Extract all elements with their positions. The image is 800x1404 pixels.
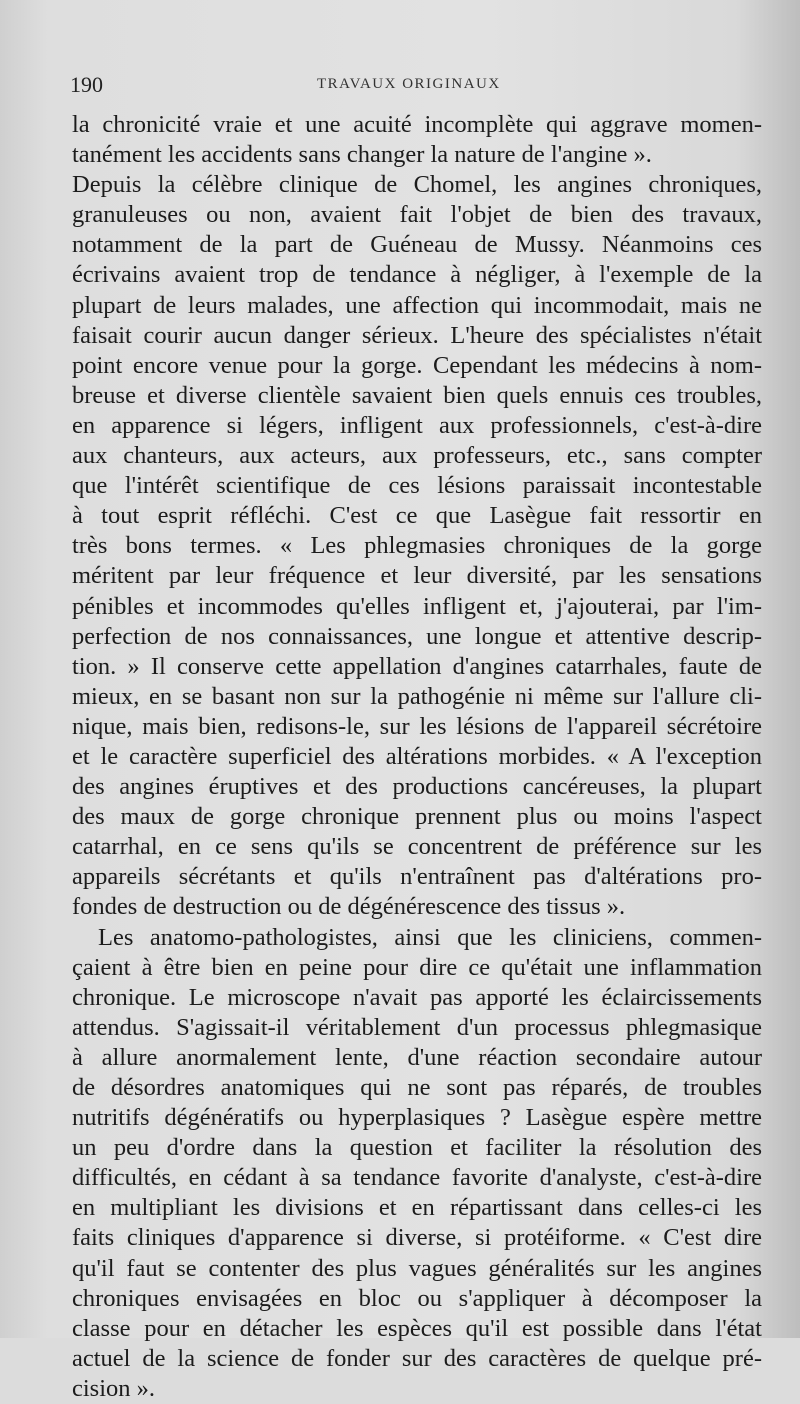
text-line: Les anatomo-pathologistes, ainsi que les cliniciens, commen- xyxy=(98,923,762,951)
text-line: perfection de nos connaissances, une longue et attentive descrip- xyxy=(72,622,762,650)
text-line: notamment de la part de Guéneau de Mussy. Néanmoins ces xyxy=(72,231,762,259)
text-line: actuel de la science de fonder sur des caractères de quelque pré- xyxy=(72,1344,762,1372)
page-number: 190 xyxy=(70,72,103,97)
text-line: des maux de gorge chronique prennent plus ou moins l'aspect xyxy=(72,803,762,831)
text-line: mieux, en se basant non sur la pathogénie ni même sur l'allure cli- xyxy=(72,682,762,710)
text-line: Depuis la célèbre clinique de Chomel, les angines chroniques, xyxy=(72,171,762,199)
text-line: attendus. S'agissait-il véritablement d'un processus phlegmasique xyxy=(72,1013,762,1041)
text-line: très bons termes. « Les phlegmasies chroniques de la gorge xyxy=(72,532,762,560)
body-text xyxy=(72,110,762,1404)
text-line: écrivains avaient trop de tendance à négliger, à l'exemple de la xyxy=(72,261,762,289)
text-line: qu'il faut se contenter des plus vagues généralités sur les angines xyxy=(72,1254,762,1282)
text-line: à allure anormalement lente, d'une réaction secondaire autour xyxy=(72,1043,762,1071)
text-line: pénibles et incommodes qu'elles infligent et, j'ajouterai, par l'im- xyxy=(72,592,762,620)
text-line: chronique. Le microscope n'avait pas apporté les éclaircissements xyxy=(72,983,762,1011)
text-line: que l'intérêt scientifique de ces lésions paraissait incontestable xyxy=(72,472,762,500)
text-line: çaient à être bien en peine pour dire ce qu'était une inflammation xyxy=(72,953,762,981)
text-line: chroniques envisagées en bloc ou s'appliquer à décomposer la xyxy=(72,1284,762,1312)
text-line: aux chanteurs, aux acteurs, aux professeurs, etc., sans compter xyxy=(72,442,762,470)
text-line: nique, mais bien, redisons-le, sur les lésions de l'appareil sécrétoire xyxy=(72,712,762,740)
text-line: en multipliant les divisions et en répartissant dans celles-ci les xyxy=(72,1194,762,1222)
text-line: à tout esprit réfléchi. C'est ce que Lasègue fait ressortir en xyxy=(72,502,762,530)
text-line: et le caractère superficiel des altérations morbides. « A l'exception xyxy=(72,742,762,770)
text-line: classe pour en détacher les espèces qu'il est possible dans l'état xyxy=(72,1314,762,1342)
text-line: faisait courir aucun danger sérieux. L'heure des spécialistes n'était xyxy=(72,321,762,349)
text-line: nutritifs dégénératifs ou hyperplasiques ? Lasègue espère mettre xyxy=(72,1104,762,1132)
running-title: TRAVAUX ORIGINAUX xyxy=(317,76,501,92)
text-line: un peu d'ordre dans la question et faciliter la résolution des xyxy=(72,1134,762,1162)
text-line: appareils sécrétants et qu'ils n'entraînent pas d'altérations pro- xyxy=(72,863,762,891)
text-line: tion. » Il conserve cette appellation d'angines catarrhales, faute de xyxy=(72,652,762,680)
text-line: des angines éruptives et des productions cancéreuses, la plupart xyxy=(72,773,762,801)
text-line: plupart de leurs malades, une affection qui incommodait, mais ne xyxy=(72,291,762,319)
text-line: de désordres anatomiques qui ne sont pas réparés, de troubles xyxy=(72,1074,762,1101)
text-line: la chronicité vraie et une acuité incomplète qui aggrave momen- xyxy=(72,111,762,138)
text-line: méritent par leur fréquence et leur diversité, par les sensations xyxy=(72,562,762,590)
text-line: tanément les accidents sans changer la nature de l'angine ». xyxy=(72,141,652,169)
text-line: difficultés, en cédant à sa tendance favorite d'analyste, c'est-à-dire xyxy=(72,1164,762,1192)
text-line: catarrhal, en ce sens qu'ils se concentrent de préférence sur les xyxy=(72,833,762,861)
text-line: faits cliniques d'apparence si diverse, si protéiforme. « C'est dire xyxy=(72,1224,762,1252)
text-line: en apparence si légers, infligent aux professionnels, c'est-à-dire xyxy=(72,411,762,439)
text-line: point encore venue pour la gorge. Cependant les médecins à nom- xyxy=(72,351,762,379)
page-header xyxy=(62,62,762,102)
text-line: breuse et diverse clientèle savaient bien quels ennuis ces troubles, xyxy=(72,381,762,409)
text-line: fondes de destruction ou de dégénérescence des tissus ». xyxy=(72,893,626,921)
text-line: granuleuses ou non, avaient fait l'objet de bien des travaux, xyxy=(72,201,762,229)
text-line: cision ». xyxy=(72,1374,156,1402)
